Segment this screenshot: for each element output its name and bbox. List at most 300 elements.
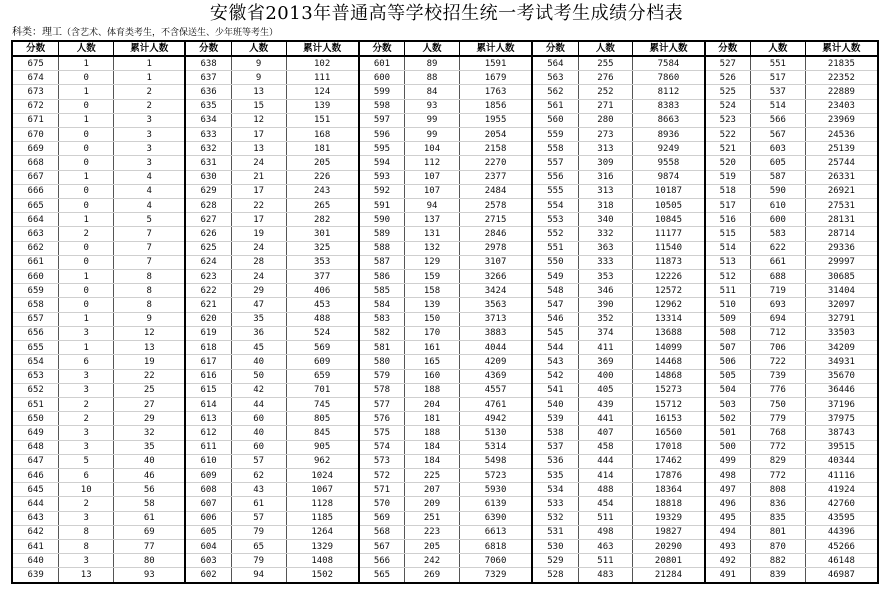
header-cumulative: 累计人数 [459,42,531,56]
cumulative-cell: 1408 [286,554,358,568]
cumulative-cell: 2054 [459,128,531,142]
score-cell: 665 [13,199,59,213]
cumulative-cell: 17018 [633,440,704,454]
table-row [359,170,531,184]
count-cell: 3 [59,369,114,383]
cumulative-cell: 19329 [633,511,704,525]
table-row [13,568,184,582]
count-cell: 19 [231,227,286,241]
table-row [185,227,357,241]
table-row [13,298,184,312]
count-cell: 251 [405,511,460,525]
cumulative-cell: 12572 [633,284,704,298]
score-cell: 562 [532,85,578,99]
score-cell: 659 [13,284,59,298]
score-cell: 580 [359,355,405,369]
cumulative-cell: 11873 [633,255,704,269]
cumulative-cell: 905 [286,440,358,454]
cumulative-cell: 10187 [633,184,704,198]
score-cell: 509 [705,312,751,326]
score-cell: 672 [13,99,59,113]
score-cell: 493 [705,539,751,553]
cumulative-cell: 1502 [286,568,358,582]
count-cell: 1 [59,85,114,99]
count-cell: 161 [405,341,460,355]
table-row [359,525,531,539]
count-cell: 17 [231,184,286,198]
score-cell: 602 [200,570,217,581]
cumulative-cell: 4557 [459,383,531,397]
count-cell: 62 [231,468,286,482]
cumulative-cell: 205 [286,156,358,170]
cumulative-cell: 659 [286,369,358,383]
score-block [13,42,184,582]
cumulative-cell: 13 [114,341,185,355]
table-row [359,213,531,227]
score-cell: 497 [705,483,751,497]
cumulative-cell: 8936 [633,128,704,142]
table-row [532,440,703,454]
count-cell: 1 [59,341,114,355]
score-cell: 558 [532,142,578,156]
count-cell: 184 [405,440,460,454]
table-row [13,99,184,113]
table-row [359,312,531,326]
count-cell: 207 [405,483,460,497]
table-row [705,326,877,340]
score-cell: 675 [13,56,59,71]
score-cell: 542 [532,369,578,383]
score-cell: 612 [185,426,231,440]
cumulative-cell: 35 [114,440,185,454]
cumulative-cell: 7329 [459,568,531,582]
cumulative-cell: 22889 [805,85,877,99]
cumulative-cell: 3 [114,113,185,127]
cumulative-cell: 2270 [459,156,531,170]
table-row [185,341,357,355]
count-cell: 2 [59,412,114,426]
cumulative-cell: 20801 [633,554,704,568]
table-row [532,341,703,355]
cumulative-cell: 7584 [633,56,704,71]
score-cell: 653 [13,369,59,383]
table-row [13,369,184,383]
score-cell: 569 [359,511,405,525]
score-cell: 492 [705,554,751,568]
cumulative-cell: 32097 [805,298,877,312]
cumulative-cell: 19827 [633,525,704,539]
score-cell: 517 [705,199,751,213]
table-row [185,440,357,454]
count-cell: 400 [578,369,633,383]
table-row [185,326,357,340]
score-cell: 554 [532,199,578,213]
table-row [359,113,531,127]
count-cell: 768 [750,426,805,440]
score-cell: 598 [359,99,405,113]
cumulative-cell: 22352 [805,71,877,85]
count-cell: 6 [59,355,114,369]
table-row [185,85,357,99]
score-cell: 518 [705,184,751,198]
table-row [359,568,531,582]
score-cell: 573 [359,454,405,468]
count-cell: 3 [59,326,114,340]
table-row [705,539,877,553]
table-row [532,170,703,184]
header-row [13,42,184,56]
count-cell: 801 [750,525,805,539]
score-cell: 556 [532,170,578,184]
count-cell: 369 [578,355,633,369]
table-row [359,142,531,156]
table-row [705,355,877,369]
table-row [705,199,877,213]
count-cell: 0 [59,71,114,85]
count-cell: 61 [231,497,286,511]
count-cell: 0 [59,199,114,213]
score-cell: 663 [13,227,59,241]
cumulative-cell: 181 [286,142,358,156]
cumulative-cell: 56 [114,483,185,497]
count-cell: 0 [59,184,114,198]
cumulative-cell: 1185 [286,511,358,525]
cumulative-cell: 21284 [633,568,704,582]
cumulative-cell: 29997 [805,255,877,269]
cumulative-cell: 243 [286,184,358,198]
table-row [13,426,184,440]
score-cell: 630 [185,170,231,184]
score-cell: 494 [705,525,751,539]
count-cell: 772 [750,440,805,454]
cumulative-cell: 93 [114,568,185,582]
count-cell: 3 [59,383,114,397]
cumulative-cell: 41924 [805,483,877,497]
count-cell: 3 [59,511,114,525]
table-row [705,85,877,99]
count-cell: 223 [405,525,460,539]
table-row [532,383,703,397]
table-row [359,326,531,340]
count-cell: 137 [405,213,460,227]
score-cell: 515 [705,227,751,241]
score-cell: 531 [532,525,578,539]
score-cell: 506 [705,355,751,369]
cumulative-cell: 488 [286,312,358,326]
score-cell: 616 [185,369,231,383]
table-row [532,99,703,113]
cumulative-cell: 2978 [459,241,531,255]
count-cell: 610 [750,199,805,213]
cumulative-cell: 28131 [805,213,877,227]
table-row [705,184,877,198]
table-row [532,326,703,340]
table-row [705,412,877,426]
count-cell: 363 [578,241,633,255]
table-row [13,213,184,227]
score-cell: 528 [547,570,564,581]
table-row [705,255,877,269]
count-cell: 463 [578,539,633,553]
table-row [359,426,531,440]
cumulative-cell: 3 [114,142,185,156]
score-cell: 501 [705,426,751,440]
cumulative-cell: 1591 [459,56,531,71]
score-cell: 647 [13,454,59,468]
cumulative-cell: 5498 [459,454,531,468]
count-cell: 84 [405,85,460,99]
score-cell: 549 [532,270,578,284]
cumulative-cell: 377 [286,270,358,284]
score-cell: 667 [13,170,59,184]
count-cell: 706 [750,341,805,355]
cumulative-cell: 7 [114,241,185,255]
cumulative-cell: 23403 [805,99,877,113]
count-cell: 42 [231,383,286,397]
table-row [359,468,531,482]
score-cell: 575 [359,426,405,440]
score-cell: 567 [359,539,405,553]
score-cell: 608 [185,483,231,497]
cumulative-cell: 16153 [633,412,704,426]
score-cell: 504 [705,383,751,397]
cumulative-cell: 453 [286,298,358,312]
score-cell: 579 [359,369,405,383]
table-row [705,383,877,397]
cumulative-cell: 111 [286,71,358,85]
score-cell: 658 [13,298,59,312]
table-row [532,227,703,241]
cumulative-cell: 28714 [805,227,877,241]
score-cell: 655 [13,341,59,355]
score-cell: 668 [13,156,59,170]
cumulative-cell: 5723 [459,468,531,482]
count-cell: 107 [405,170,460,184]
cumulative-cell: 7860 [633,71,704,85]
score-cell: 634 [185,113,231,127]
count-cell: 50 [231,369,286,383]
score-cell: 545 [532,326,578,340]
cumulative-cell: 17462 [633,454,704,468]
cumulative-cell: 5130 [459,426,531,440]
cumulative-cell: 12226 [633,270,704,284]
count-cell: 271 [578,99,633,113]
count-cell: 60 [231,412,286,426]
count-cell: 35 [231,312,286,326]
count-cell: 719 [750,284,805,298]
count-cell: 454 [578,497,633,511]
table-row [359,156,531,170]
score-cell: 669 [13,142,59,156]
count-cell: 24 [231,241,286,255]
table-row [185,99,357,113]
count-cell: 184 [405,454,460,468]
count-cell: 407 [578,426,633,440]
count-cell: 332 [578,227,633,241]
cumulative-cell: 8 [114,284,185,298]
header-score: 分数 [185,42,231,56]
header-score: 分数 [532,42,578,56]
table-row [359,99,531,113]
count-cell: 661 [750,255,805,269]
score-cell: 666 [13,184,59,198]
cumulative-cell: 301 [286,227,358,241]
cumulative-cell: 36446 [805,383,877,397]
header-count: 人数 [231,42,286,56]
score-cell: 673 [13,85,59,99]
cumulative-cell: 7060 [459,554,531,568]
count-cell: 605 [750,156,805,170]
table-row [532,184,703,198]
table-row [13,227,184,241]
cumulative-cell: 17876 [633,468,704,482]
table-row [359,199,531,213]
count-cell: 316 [578,170,633,184]
cumulative-cell: 18818 [633,497,704,511]
score-cell: 627 [185,213,231,227]
count-cell: 3 [59,426,114,440]
cumulative-cell: 1329 [286,539,358,553]
count-cell: 22 [231,199,286,213]
count-cell: 24 [231,156,286,170]
score-cell: 593 [359,170,405,184]
count-cell: 205 [405,539,460,553]
cumulative-cell: 19 [114,355,185,369]
table-row [359,298,531,312]
count-cell: 590 [750,184,805,198]
score-cell: 572 [359,468,405,482]
count-cell: 65 [231,539,286,553]
score-cell: 603 [185,554,231,568]
count-cell: 309 [578,156,633,170]
table-row [532,113,703,127]
cumulative-cell: 26921 [805,184,877,198]
header-row [359,42,531,56]
score-cell: 599 [359,85,405,99]
count-cell: 0 [59,142,114,156]
count-cell: 13 [231,85,286,99]
count-cell: 374 [578,326,633,340]
count-cell: 8 [59,539,114,553]
count-cell: 252 [578,85,633,99]
table-row [185,312,357,326]
count-cell: 835 [750,511,805,525]
cumulative-cell: 4 [114,199,185,213]
score-cell: 553 [532,213,578,227]
cumulative-cell: 8663 [633,113,704,127]
score-cell: 640 [13,554,59,568]
score-cell: 643 [13,511,59,525]
count-cell: 88 [405,71,460,85]
score-cell: 507 [705,341,751,355]
count-cell: 28 [231,255,286,269]
table-row [13,440,184,454]
count-cell: 17 [231,213,286,227]
table-row [13,355,184,369]
cumulative-cell: 34209 [805,341,877,355]
count-cell: 188 [405,426,460,440]
cumulative-cell: 701 [286,383,358,397]
cumulative-cell: 1 [114,56,185,71]
table-row [532,412,703,426]
count-cell: 0 [59,156,114,170]
cumulative-cell: 2715 [459,213,531,227]
count-cell: 170 [405,326,460,340]
score-cell: 541 [532,383,578,397]
count-cell: 276 [578,71,633,85]
cumulative-cell: 524 [286,326,358,340]
score-cell: 551 [532,241,578,255]
cumulative-cell: 4 [114,184,185,198]
count-cell: 414 [578,468,633,482]
table-row [185,383,357,397]
table-row [13,284,184,298]
table-row [705,99,877,113]
score-cell: 650 [13,412,59,426]
table-row [13,454,184,468]
table-row [359,383,531,397]
cumulative-cell: 102 [286,56,358,71]
count-cell: 99 [405,113,460,127]
cumulative-cell: 1024 [286,468,358,482]
cumulative-cell: 6818 [459,539,531,553]
score-cell: 617 [185,355,231,369]
cumulative-cell: 139 [286,99,358,113]
table-row [532,128,703,142]
count-cell: 0 [59,128,114,142]
cumulative-cell: 3424 [459,284,531,298]
count-cell: 89 [405,56,460,71]
score-cell: 582 [359,326,405,340]
count-cell: 603 [750,142,805,156]
cumulative-cell: 35670 [805,369,877,383]
score-block [358,42,531,582]
score-cell: 626 [185,227,231,241]
score-cell: 595 [359,142,405,156]
count-cell: 739 [750,369,805,383]
count-cell: 836 [750,497,805,511]
count-cell: 488 [578,483,633,497]
table-row [13,468,184,482]
table-row [13,383,184,397]
header-count: 人数 [59,42,114,56]
table-row [532,298,703,312]
score-cell: 527 [705,56,751,71]
table-row [185,397,357,411]
cumulative-cell: 226 [286,170,358,184]
cumulative-cell: 13314 [633,312,704,326]
table-row [359,85,531,99]
score-cell: 496 [705,497,751,511]
table-row [185,454,357,468]
cumulative-cell: 4 [114,170,185,184]
count-cell: 566 [750,113,805,127]
cumulative-cell: 16560 [633,426,704,440]
score-cell: 540 [532,397,578,411]
table-row [532,497,703,511]
cumulative-cell: 2 [114,85,185,99]
count-cell: 498 [578,525,633,539]
count-cell: 537 [750,85,805,99]
score-cell: 660 [13,270,59,284]
score-cell: 498 [705,468,751,482]
table-row [705,554,877,568]
count-cell: 79 [231,554,286,568]
count-cell: 188 [405,383,460,397]
table-row [185,113,357,127]
header-cumulative: 累计人数 [805,42,877,56]
count-cell: 439 [578,397,633,411]
